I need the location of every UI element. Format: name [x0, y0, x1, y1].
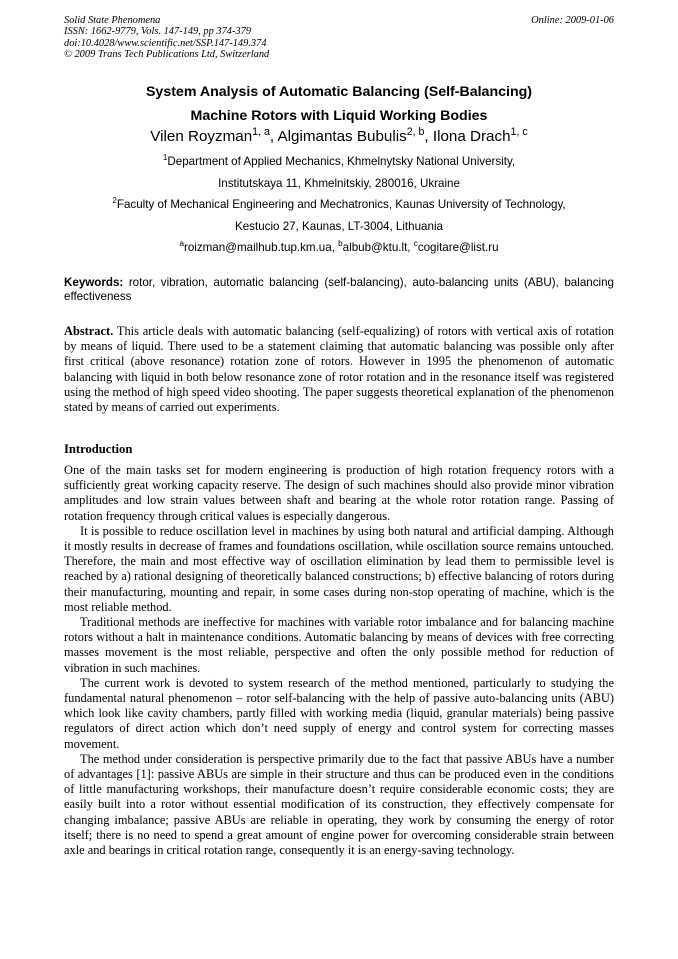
- introduction-heading: Introduction: [64, 442, 133, 456]
- author-separator: ,: [424, 128, 433, 145]
- doi-line: doi:10.4028/www.scientific.net/SSP.147-149.374: [64, 37, 267, 49]
- affiliation-1-line-1: [60, 151, 618, 173]
- abstract-label: Abstract.: [64, 324, 114, 338]
- paper-title: [60, 80, 618, 128]
- affiliation-2-line-2: Kestucio 27, Kaunas, LT-3004, Lithuania: [235, 219, 443, 233]
- paragraph: The method under consideration is perspective primarily due to the fact that passive ABUs have a number of advantages [1]: passive ABUs are simple in their structure and thus can be produced even in the conditions of little manufacturing workshops, their manufacture doesn’t require considerable economic costs; they are easily built into a rotor without essential modification of its construction, they effectively compensate for changing imbalance; passive ABUs are reliable in operating, they work by consuming the energy of rotor itself; there is no need to spend a great amount of engine power for overcoming considerable strain between axle and bearings in critical rotation range, consequently it is an energy-saving technology.: [64, 751, 614, 858]
- author-superscript: 1, a: [252, 125, 270, 138]
- paragraph: One of the main tasks set for modern engineering is production of high rotation frequency rotors with a sufficiently great working capacity reserve. The design of such machines should also provide minor vibration amplitudes and low strain values between shaft and bearing at the whole rotor rotation range. Passing of rotation frequency through critical values is especially dangerous.: [64, 463, 614, 523]
- keywords-text: rotor, vibration, automatic balancing (self-balancing), auto-balancing units (ABU), balancing effectiveness: [64, 276, 614, 303]
- journal-name: Solid State Phenomena: [64, 15, 161, 26]
- affiliation-2-line-1: [60, 194, 618, 216]
- author-superscript: 2, b: [406, 125, 425, 138]
- email-superscript: a: [179, 239, 184, 249]
- affiliation-text: Department of Applied Mechanics, Khmelnytsky National University,: [167, 155, 516, 168]
- author-name: Algimantas Bubulis: [277, 128, 407, 145]
- keywords-label: Keywords:: [64, 276, 124, 289]
- author-list: [60, 127, 618, 147]
- title-line-1: System Analysis of Automatic Balancing (Self-Balancing): [145, 84, 533, 100]
- email-superscript: c: [413, 239, 418, 249]
- paragraph: The current work is devoted to system research of the method mentioned, particularly to studying the fundamental natural phenomenon – rotor self-balancing with the help of passive auto-balancing units (ABU) which look like cavity chambers, partly filled with working media (liquid, granular materials) being passive regulators of direct action which don’t need supply of energy and control system for correcting masses movement.: [64, 675, 614, 751]
- paragraph: Traditional methods are ineffective for machines with variable rotor imbalance and for balancing machine rotors without a halt in maintenance conditions. Automatic balancing by means of devices with free correcting masses movement is the most reliable, perspective and often the only possible method for reduction of vibration in such machines.: [64, 615, 614, 675]
- abstract-text: This article deals with automatic balancing (self-equalizing) of rotors with vertical axis of rotation by means of liquid. There used to be a statement claiming that automatic balancing was possible only after first critical (above resonance) rotation zone of rotors. However in 1995 the phenomenon of automatic balancing with liquid in both below resonance zone of rotor rotation and in the resonance itself was registered using the method of high speed video shooting. The paper suggests theoretical explanation of the phenomenon stated by means of carried out experiments.: [64, 324, 614, 415]
- email-link[interactable]: roizman@mailhub.tup.km.ua,: [183, 241, 339, 254]
- keywords-block: [64, 276, 614, 304]
- introduction-body: [64, 463, 614, 858]
- copyright-line: © 2009 Trans Tech Publications Ltd, Switzerland: [64, 49, 270, 61]
- issn-line: ISSN: 1662-9779, Vols. 147-149, pp 374-379: [64, 26, 252, 38]
- abstract-block: [64, 324, 614, 415]
- online-date: Online: 2009-01-06: [531, 15, 614, 26]
- email-line: [60, 237, 618, 259]
- affiliation-text: Faculty of Mechanical Engineering and Mechatronics, Kaunas University of Technology,: [116, 198, 566, 211]
- affiliations: [60, 151, 618, 259]
- journal-header: [64, 15, 269, 61]
- email-link[interactable]: albub@ktu.lt,: [342, 241, 414, 254]
- author-superscript: 1, c: [510, 125, 528, 138]
- title-line-2: Machine Rotors with Liquid Working Bodies: [190, 108, 488, 124]
- author-name: Vilen Royzman: [150, 128, 253, 145]
- email-superscript: b: [338, 239, 343, 249]
- affiliation-superscript: 1: [162, 153, 168, 163]
- paragraph: It is possible to reduce oscillation level in machines by using both natural and artificial damping. Although it mostly results in decrease of frames and foundations oscillation, while oscillation source remains untouched. Therefore, the main and most effective way of oscillation elimination by lead them to permissible level is reached by a) rational designing of theoretically balanced constructions; b) effective balancing of rotors during their manufacturing, mounting and repair, in some cases during non-stop operating of machine, which is the most reliable method.: [64, 523, 614, 614]
- affiliation-1-line-2: Institutskaya 11, Khmelnitskiy, 280016, Ukraine: [218, 176, 460, 190]
- author-separator: ,: [269, 128, 278, 145]
- email-link[interactable]: cogitare@list.ru: [417, 241, 499, 254]
- author-name: Ilona Drach: [432, 128, 511, 145]
- affiliation-superscript: 2: [112, 196, 117, 206]
